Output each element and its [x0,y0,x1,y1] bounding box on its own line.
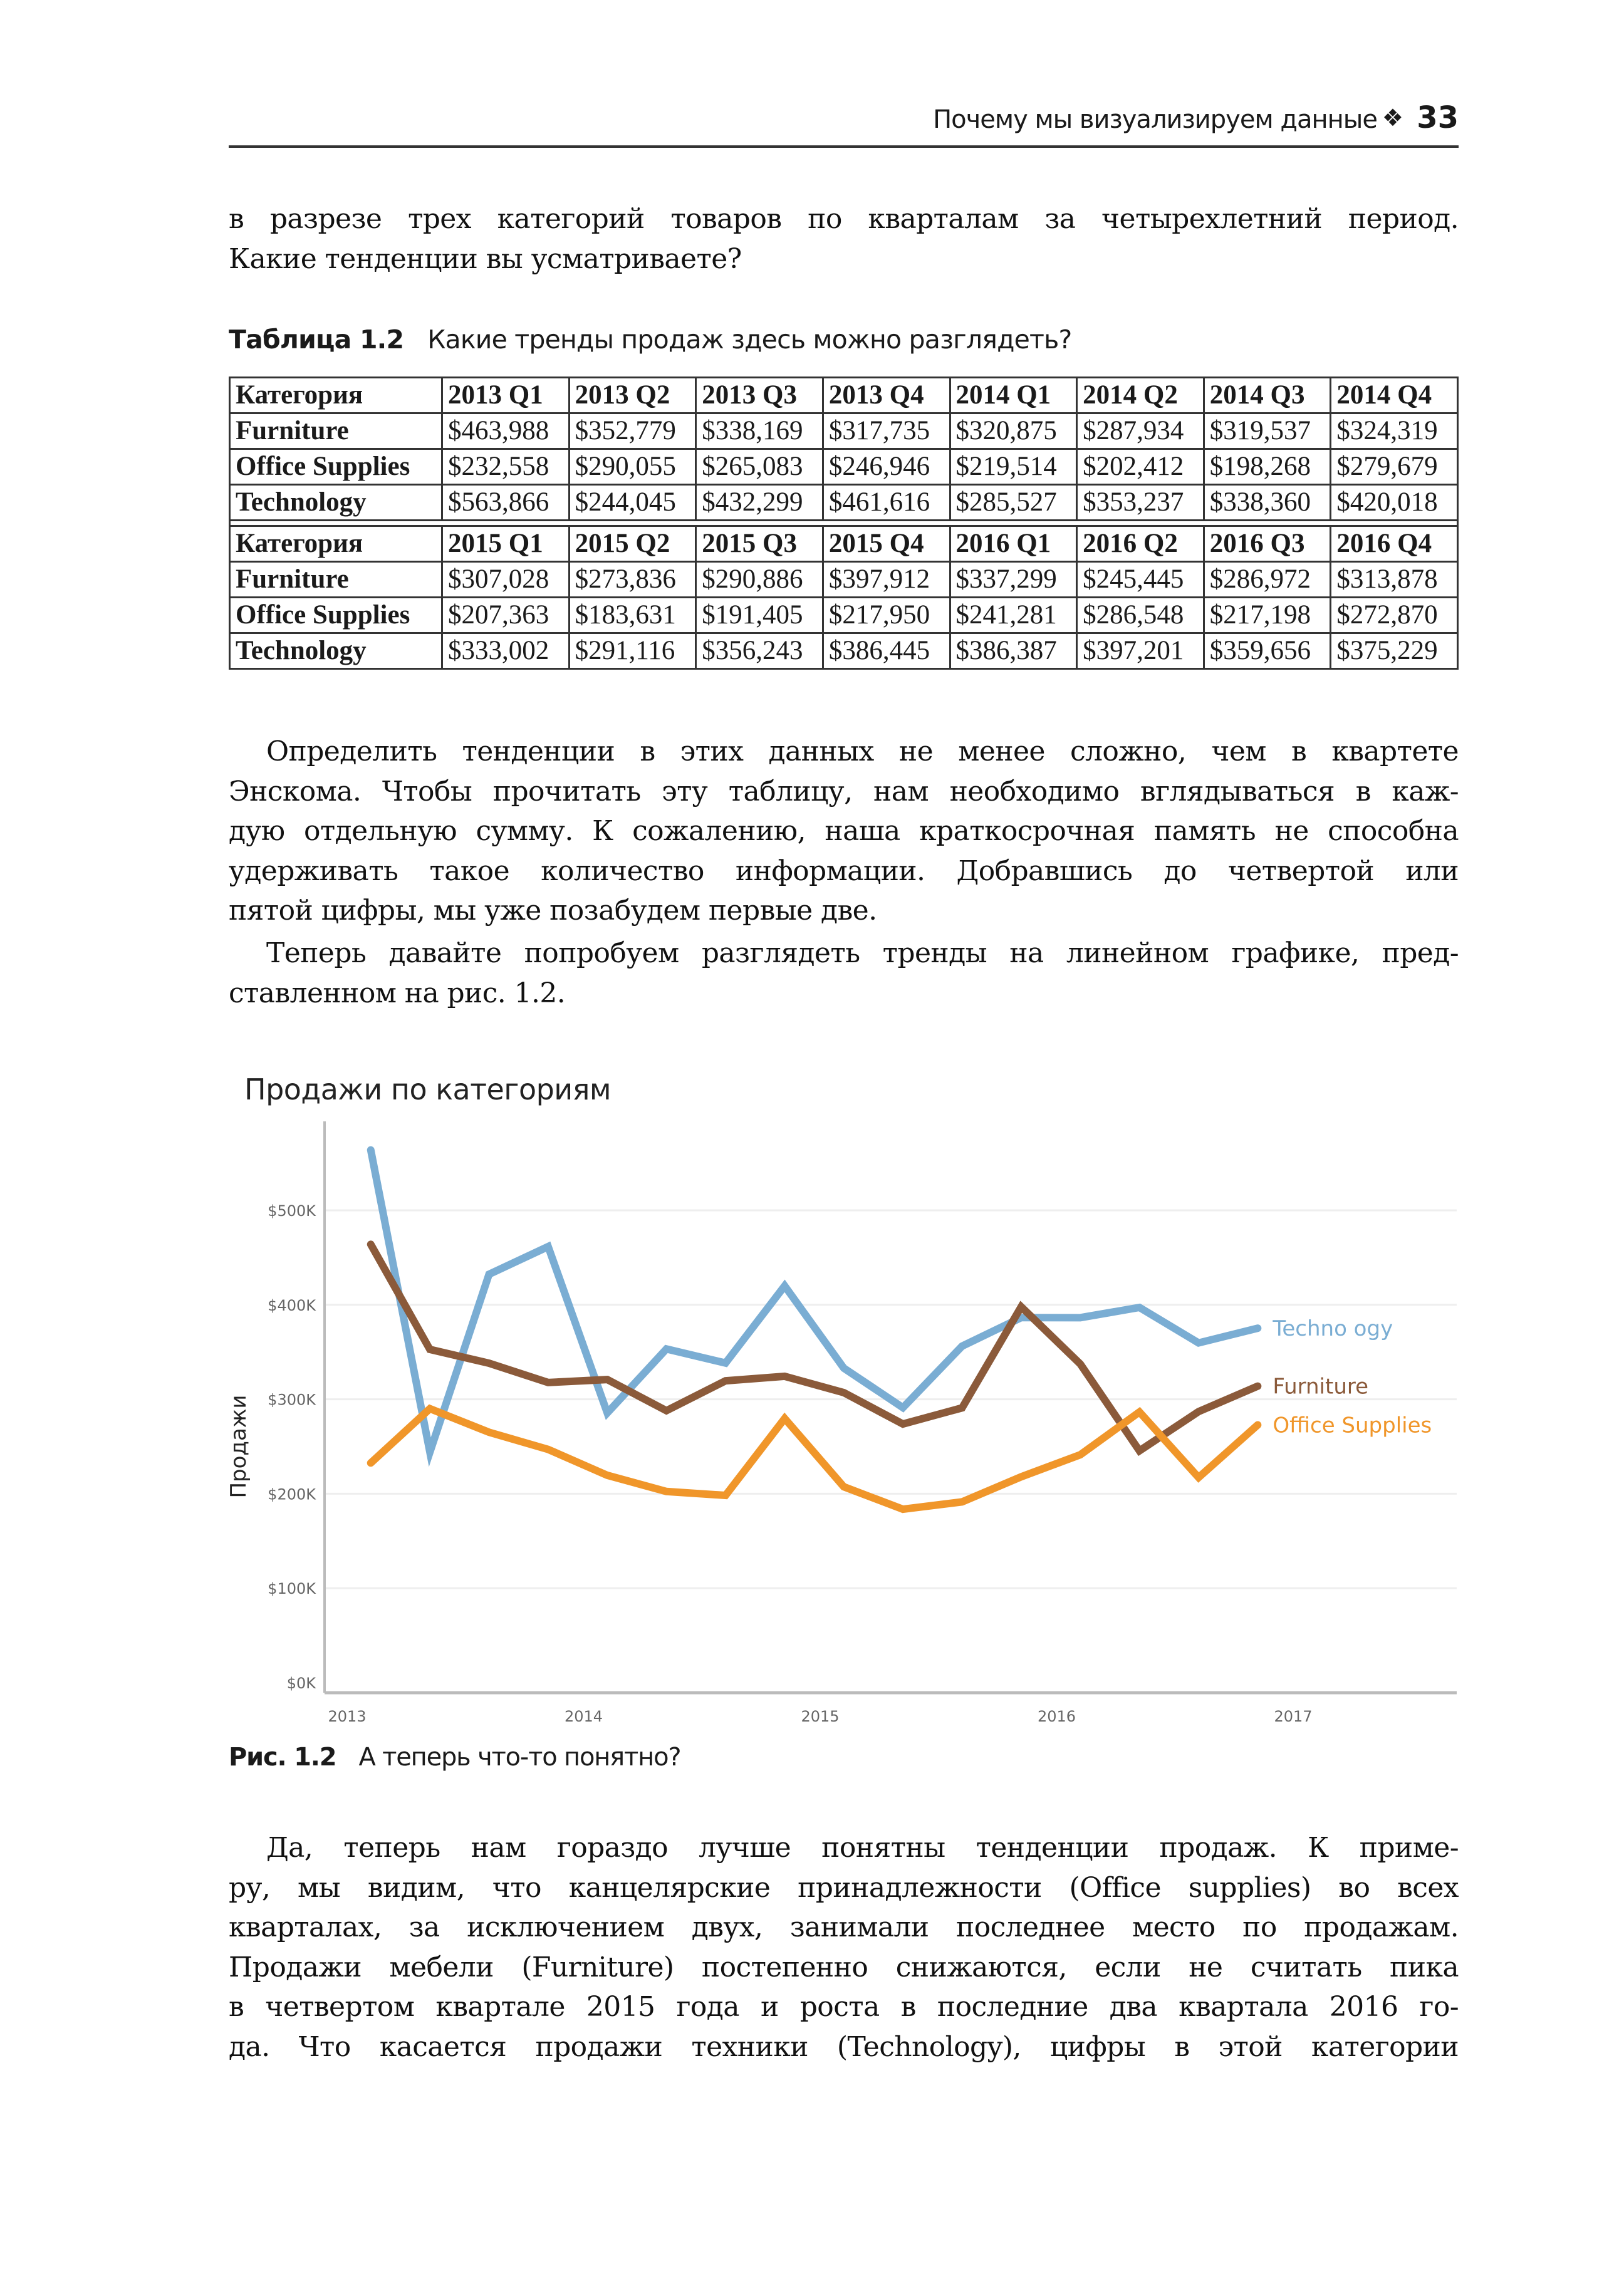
chart-title: Продажи по категориям [244,1073,612,1106]
text-line: ставленном на рис. 1.2. [229,977,566,1009]
sales-value-cell: $319,537 [1204,413,1331,449]
x-tick-label: 2014 [564,1708,603,1725]
series-label: Furniture [1273,1374,1369,1400]
sales-value-cell: $246,946 [823,449,950,485]
text-line: да. Что касается продажи техники (Technology), цифры в этой категории [229,2030,1459,2063]
sales-value-cell: $375,229 [1331,633,1458,669]
sales-value-cell: $219,514 [950,449,1077,485]
column-header-category: Категория [230,526,442,562]
sales-value-cell: $397,912 [823,562,950,598]
sales-value-cell: $338,169 [696,413,823,449]
data-point [784,1418,785,1419]
column-header-quarter: 2013 Q3 [696,378,823,413]
sales-value-cell: $320,875 [950,413,1077,449]
figure-caption-number: Рис. 1.2 [229,1743,336,1772]
text-line: Продажи мебели (Furniture) постепенно снижаются, если не считать пика [229,1951,1459,1983]
sales-value-cell: $356,243 [696,633,823,669]
text-line: в разрезе трех категорий товаров по кварталам за четырехлетний период. [229,203,1459,235]
data-point [607,1379,608,1380]
sales-value-cell: $386,445 [823,633,950,669]
column-header-quarter: 2016 Q1 [950,526,1077,562]
y-axis-title: Продажи [226,1395,251,1499]
series-line-techno-ogy [371,1150,1258,1452]
column-header-category: Категория [230,378,442,413]
sales-value-cell: $463,988 [442,413,570,449]
sales-value-cell: $333,002 [442,633,570,669]
text-line: пятой цифры, мы уже позабудем первые две. [229,895,877,927]
sales-value-cell: $286,548 [1077,598,1204,633]
column-header-quarter: 2015 Q3 [696,526,823,562]
data-point [1257,1328,1258,1329]
data-point [1139,1450,1140,1451]
labels [226,1202,1432,1725]
sales-value-cell: $217,950 [823,598,950,633]
sales-value-cell: $563,866 [442,485,570,521]
x-tick-label: 2013 [328,1708,367,1725]
row-category: Furniture [230,562,442,598]
text-line: Определить тенденции в этих данных не менее сложно, чем в квартете [266,735,1459,767]
data-point [666,1410,667,1411]
column-header-quarter: 2013 Q4 [823,378,950,413]
table-caption-number: Таблица 1.2 [229,325,404,355]
sales-value-cell: $207,363 [442,598,570,633]
column-header-quarter: 2013 Q2 [569,378,696,413]
y-tick-label: $200K [268,1485,316,1504]
page-number: 33 [1417,100,1459,135]
data-point [666,1491,667,1492]
column-header-quarter: 2016 Q4 [1331,526,1458,562]
column-header-quarter: 2013 Q1 [442,378,570,413]
axes [325,1121,1457,1693]
data-point [370,1244,371,1245]
text-line: дую отдельную сумму. К сожалению, наша краткосрочная память не способна [229,815,1459,848]
column-header-quarter: 2015 Q1 [442,526,570,562]
sales-value-cell: $183,631 [569,598,696,633]
x-tick-label: 2017 [1274,1708,1313,1725]
text-line: удерживать такое количество информации. Добравшись до четвертой или [229,855,1459,887]
sales-value-cell: $232,558 [442,449,570,485]
sales-value-cell: $279,679 [1331,449,1458,485]
sales-value-cell: $272,870 [1331,598,1458,633]
sales-value-cell: $286,972 [1204,562,1331,598]
sales-value-cell: $353,237 [1077,485,1204,521]
data-point [1139,1307,1140,1308]
sales-value-cell: $198,268 [1204,449,1331,485]
sales-value-cell: $273,836 [569,562,696,598]
figure-caption [229,1743,680,1772]
sales-value-cell: $352,779 [569,413,696,449]
sales-value-cell: $324,319 [1331,413,1458,449]
row-category: Office Supplies [230,598,442,633]
y-tick-label: $300K [268,1391,316,1409]
text-line: ру, мы видим, что канцелярские принадлежности (Office supplies) во всех [229,1871,1459,1904]
sales-value-cell: $307,028 [442,562,570,598]
column-header-quarter: 2016 Q3 [1204,526,1331,562]
sales-value-cell: $386,387 [950,633,1077,669]
y-tick-label: $100K [268,1580,316,1598]
sales-value-cell: $337,299 [950,562,1077,598]
x-tick-label: 2015 [801,1708,840,1725]
sales-value-cell: $245,445 [1077,562,1204,598]
sales-value-cell: $290,886 [696,562,823,598]
sales-value-cell: $338,360 [1204,485,1331,521]
row-category: Technology [230,633,442,669]
data-point [1139,1411,1140,1412]
text-line: Какие тенденции вы усматриваете? [229,242,742,275]
row-category: Office Supplies [230,449,442,485]
sales-value-cell: $265,083 [696,449,823,485]
sales-value-cell: $420,018 [1331,485,1458,521]
sales-value-cell: $287,934 [1077,413,1204,449]
table-caption-text: Какие тренды продаж здесь можно разглядеть? [427,325,1072,355]
series-label: Techno ogy [1273,1316,1393,1342]
column-header-quarter: 2014 Q4 [1331,378,1458,413]
y-tick-label: $400K [268,1296,316,1314]
sales-value-cell: $291,116 [569,633,696,669]
text-line: в четвертом квартале 2015 года и роста в последние два квартала 2016 го- [229,1991,1459,2023]
column-header-quarter: 2015 Q4 [823,526,950,562]
text-line: Теперь давайте попробуем разглядеть тренды на линейном графике, пред- [266,937,1459,969]
x-tick-label: 2016 [1037,1708,1076,1725]
text-line: кварталах, за исключением двух, занимали последнее место по продажам. [229,1911,1459,1944]
ornament-diamonds-icon: ❖ [1382,104,1403,132]
column-header-quarter: 2015 Q2 [569,526,696,562]
row-category: Furniture [230,413,442,449]
sales-value-cell: $202,412 [1077,449,1204,485]
sales-value-cell: $432,299 [696,485,823,521]
series-lines [370,1150,1258,1509]
sales-value-cell: $285,527 [950,485,1077,521]
running-header-title: Почему мы визуализируем данные [933,105,1377,134]
column-header-quarter: 2014 Q3 [1204,378,1331,413]
sales-value-cell: $461,616 [823,485,950,521]
text-line: Энскома. Чтобы прочитать эту таблицу, нам необходимо вглядываться в каж- [229,775,1459,808]
sales-value-cell: $313,878 [1331,562,1458,598]
column-header-quarter: 2014 Q2 [1077,378,1204,413]
column-header-quarter: 2016 Q2 [1077,526,1204,562]
sales-value-cell: $244,045 [569,485,696,521]
sales-value-cell: $359,656 [1204,633,1331,669]
sales-value-cell: $241,281 [950,598,1077,633]
paragraph-chart-interpretation [229,1828,1459,2067]
row-category: Technology [230,485,442,521]
y-tick-label: $0K [286,1675,316,1692]
sales-value-cell: $217,198 [1204,598,1331,633]
y-tick-label: $500K [268,1202,316,1220]
column-header-quarter: 2014 Q1 [950,378,1077,413]
sales-value-cell: $397,201 [1077,633,1204,669]
sales-value-cell: $191,405 [696,598,823,633]
series-label: Office Supplies [1273,1413,1432,1438]
figure-caption-text: А теперь что-то понятно? [358,1743,681,1772]
data-point [1080,1317,1081,1318]
text-line: Да, теперь нам гораздо лучше понятны тенденции продаж. К приме- [266,1832,1459,1864]
sales-value-cell: $290,055 [569,449,696,485]
sales-value-cell: $317,735 [823,413,950,449]
